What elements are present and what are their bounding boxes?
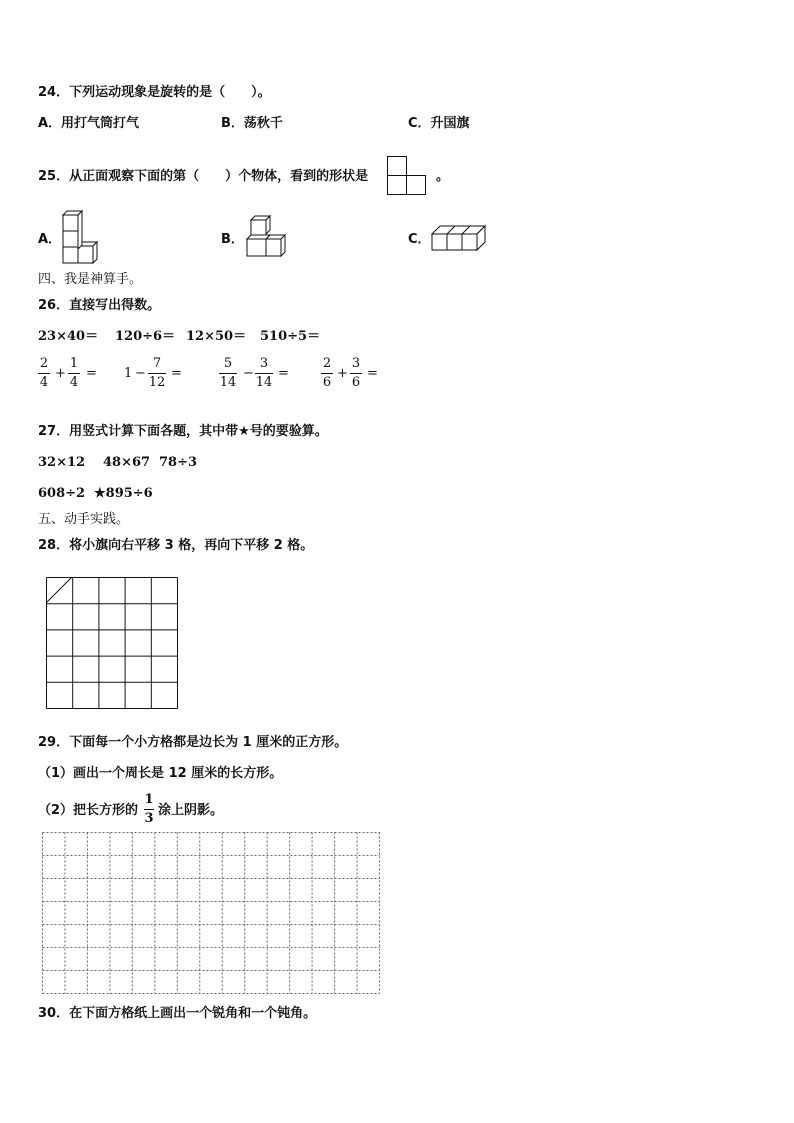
q25-option-b-cubes	[245, 216, 291, 260]
operator: −	[243, 366, 254, 381]
numerator: 3	[259, 356, 269, 371]
q29-part2-text: （2）把长方形的	[38, 803, 139, 818]
q29-stem: 29．下面每一个小方格都是边长为 1 厘米的正方形。	[38, 735, 348, 750]
fraction	[321, 357, 333, 390]
denominator: 14	[255, 375, 273, 390]
numerator: 1	[69, 356, 79, 371]
fraction	[219, 357, 237, 390]
q25-front-view-figure	[387, 156, 427, 196]
q25-option-c-label: C．	[408, 232, 431, 247]
q29-part1: （1）画出一个周长是 12 厘米的长方形。	[38, 766, 283, 781]
q25-option-b-label: B．	[221, 232, 244, 247]
flag-pole-diagonal	[46, 577, 72, 603]
equals-sign: =	[278, 366, 289, 381]
q26-item-1: 23×40＝	[38, 329, 99, 344]
q25-stem-end: 。	[436, 169, 450, 184]
equals-sign: =	[86, 366, 97, 381]
numerator: 2	[322, 356, 332, 371]
equals-sign: =	[367, 366, 378, 381]
numerator: 1	[144, 792, 154, 807]
operator: +	[55, 366, 66, 381]
q29-fraction	[144, 793, 154, 826]
q25-stem: 25．从正面观察下面的第（ ）个物体，看到的形状是	[38, 169, 369, 184]
fraction	[38, 357, 50, 390]
q26-item-4: 510÷5＝	[260, 329, 321, 344]
numerator: 7	[152, 356, 162, 371]
q27-item-1: 32×12	[38, 455, 86, 470]
q24-option-c: C．升国旗	[408, 116, 470, 131]
fraction	[68, 357, 80, 390]
whole-number: 1	[124, 366, 133, 381]
q24-option-a: A．用打气筒打气	[38, 116, 140, 131]
fraction	[255, 357, 273, 390]
q28-grid	[46, 577, 178, 709]
q27-item-4: 608÷2	[38, 486, 86, 501]
section-4-heading: 四、我是神算手。	[38, 272, 143, 287]
q28-stem: 28．将小旗向右平移 3 格，再向下平移 2 格。	[38, 538, 314, 553]
q26-stem: 26．直接写出得数。	[38, 298, 161, 313]
q25-option-c-cubes	[430, 224, 492, 254]
denominator: 12	[148, 375, 166, 390]
numerator: 2	[39, 356, 49, 371]
q27-stem: 27．用竖式计算下面各题，其中带★号的要验算。	[38, 424, 328, 439]
q26-item-2: 120÷6＝	[115, 329, 176, 344]
q30-stem: 30．在下面方格纸上画出一个锐角和一个钝角。	[38, 1006, 317, 1021]
fraction	[350, 357, 362, 390]
denominator: 4	[39, 375, 49, 390]
q27-item-5: ★895÷6	[94, 486, 153, 501]
operator: +	[337, 366, 348, 381]
q29-part2-text-end: 涂上阴影。	[158, 803, 224, 818]
numerator: 3	[351, 356, 361, 371]
numerator: 5	[223, 356, 233, 371]
q25-option-a-cubes	[60, 211, 100, 267]
q26-item-3: 12×50＝	[186, 329, 247, 344]
denominator: 14	[219, 375, 237, 390]
denominator: 3	[144, 811, 154, 826]
q27-item-2: 48×67	[103, 455, 151, 470]
q29-dotted-grid	[42, 832, 380, 994]
operator: −	[135, 366, 146, 381]
fraction	[148, 357, 166, 390]
denominator: 4	[69, 375, 79, 390]
equals-sign: =	[171, 366, 182, 381]
denominator: 6	[351, 375, 361, 390]
q24-stem: 24．下列运动现象是旋转的是（ ）。	[38, 85, 271, 100]
denominator: 6	[322, 375, 332, 390]
q24-option-b: B．荡秋千	[221, 116, 283, 131]
q27-item-3: 78÷3	[159, 455, 198, 470]
q25-option-a-label: A．	[38, 232, 62, 247]
section-5-heading: 五、动手实践。	[38, 512, 130, 527]
